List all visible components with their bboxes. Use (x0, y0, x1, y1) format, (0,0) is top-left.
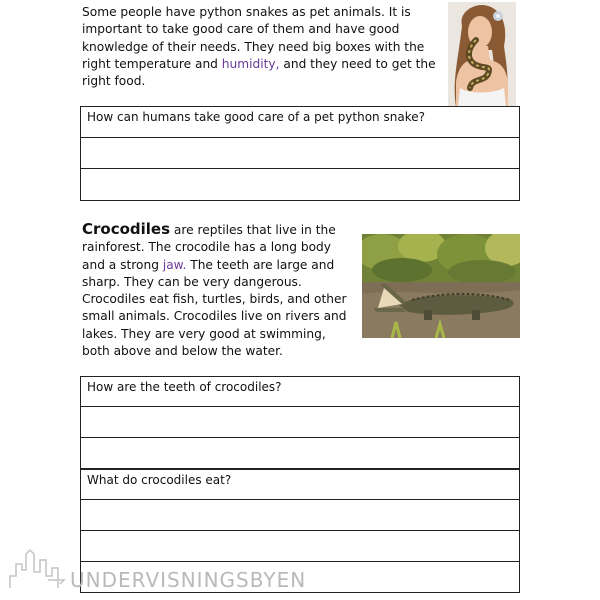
answer-line[interactable] (80, 407, 520, 438)
python-highlight-word: humidity, (221, 56, 280, 71)
crocodile-photo (362, 234, 520, 338)
question-box-teeth (80, 376, 520, 469)
city-skyline-icon (8, 540, 68, 590)
crocodile-text-1: are reptiles that live in the rainforest. The crocodile has a long body and a strong (82, 223, 336, 272)
python-text-1: Some people have python snakes as pet animals. It is important to take good care of them and have good knowledge of their needs. They need big boxes with the right temperature and (82, 5, 425, 71)
answer-line[interactable] (80, 169, 520, 201)
answer-line[interactable] (80, 438, 520, 469)
girl-with-python-photo (448, 2, 516, 107)
crocodile-text-2: The teeth are large and sharp. They can be very dangerous. Crocodiles eat fish, turtles, birds, and other small animals. Crocodiles live on rivers and lakes. They are very good at swimming, both above and below the water. (82, 257, 347, 359)
question-prompt-food: What do crocodiles eat? (80, 469, 520, 500)
crocodile-title: Crocodiles (82, 220, 171, 238)
question-prompt-teeth: How are the teeth of crocodiles? (80, 376, 520, 407)
python-text-2: and they need to get the right food. (82, 56, 436, 89)
crocodile-highlight-word: jaw. (162, 257, 187, 272)
watermark-logo (8, 540, 328, 592)
python-paragraph (82, 4, 442, 90)
question-prompt-python: How can humans take good care of a pet python snake? (80, 106, 520, 138)
answer-line[interactable] (80, 138, 520, 170)
answer-line[interactable] (80, 500, 520, 531)
question-box-python (80, 106, 520, 201)
crocodile-paragraph (82, 221, 357, 360)
watermark-text: UNDERVISNINGSBYEN (70, 568, 307, 592)
